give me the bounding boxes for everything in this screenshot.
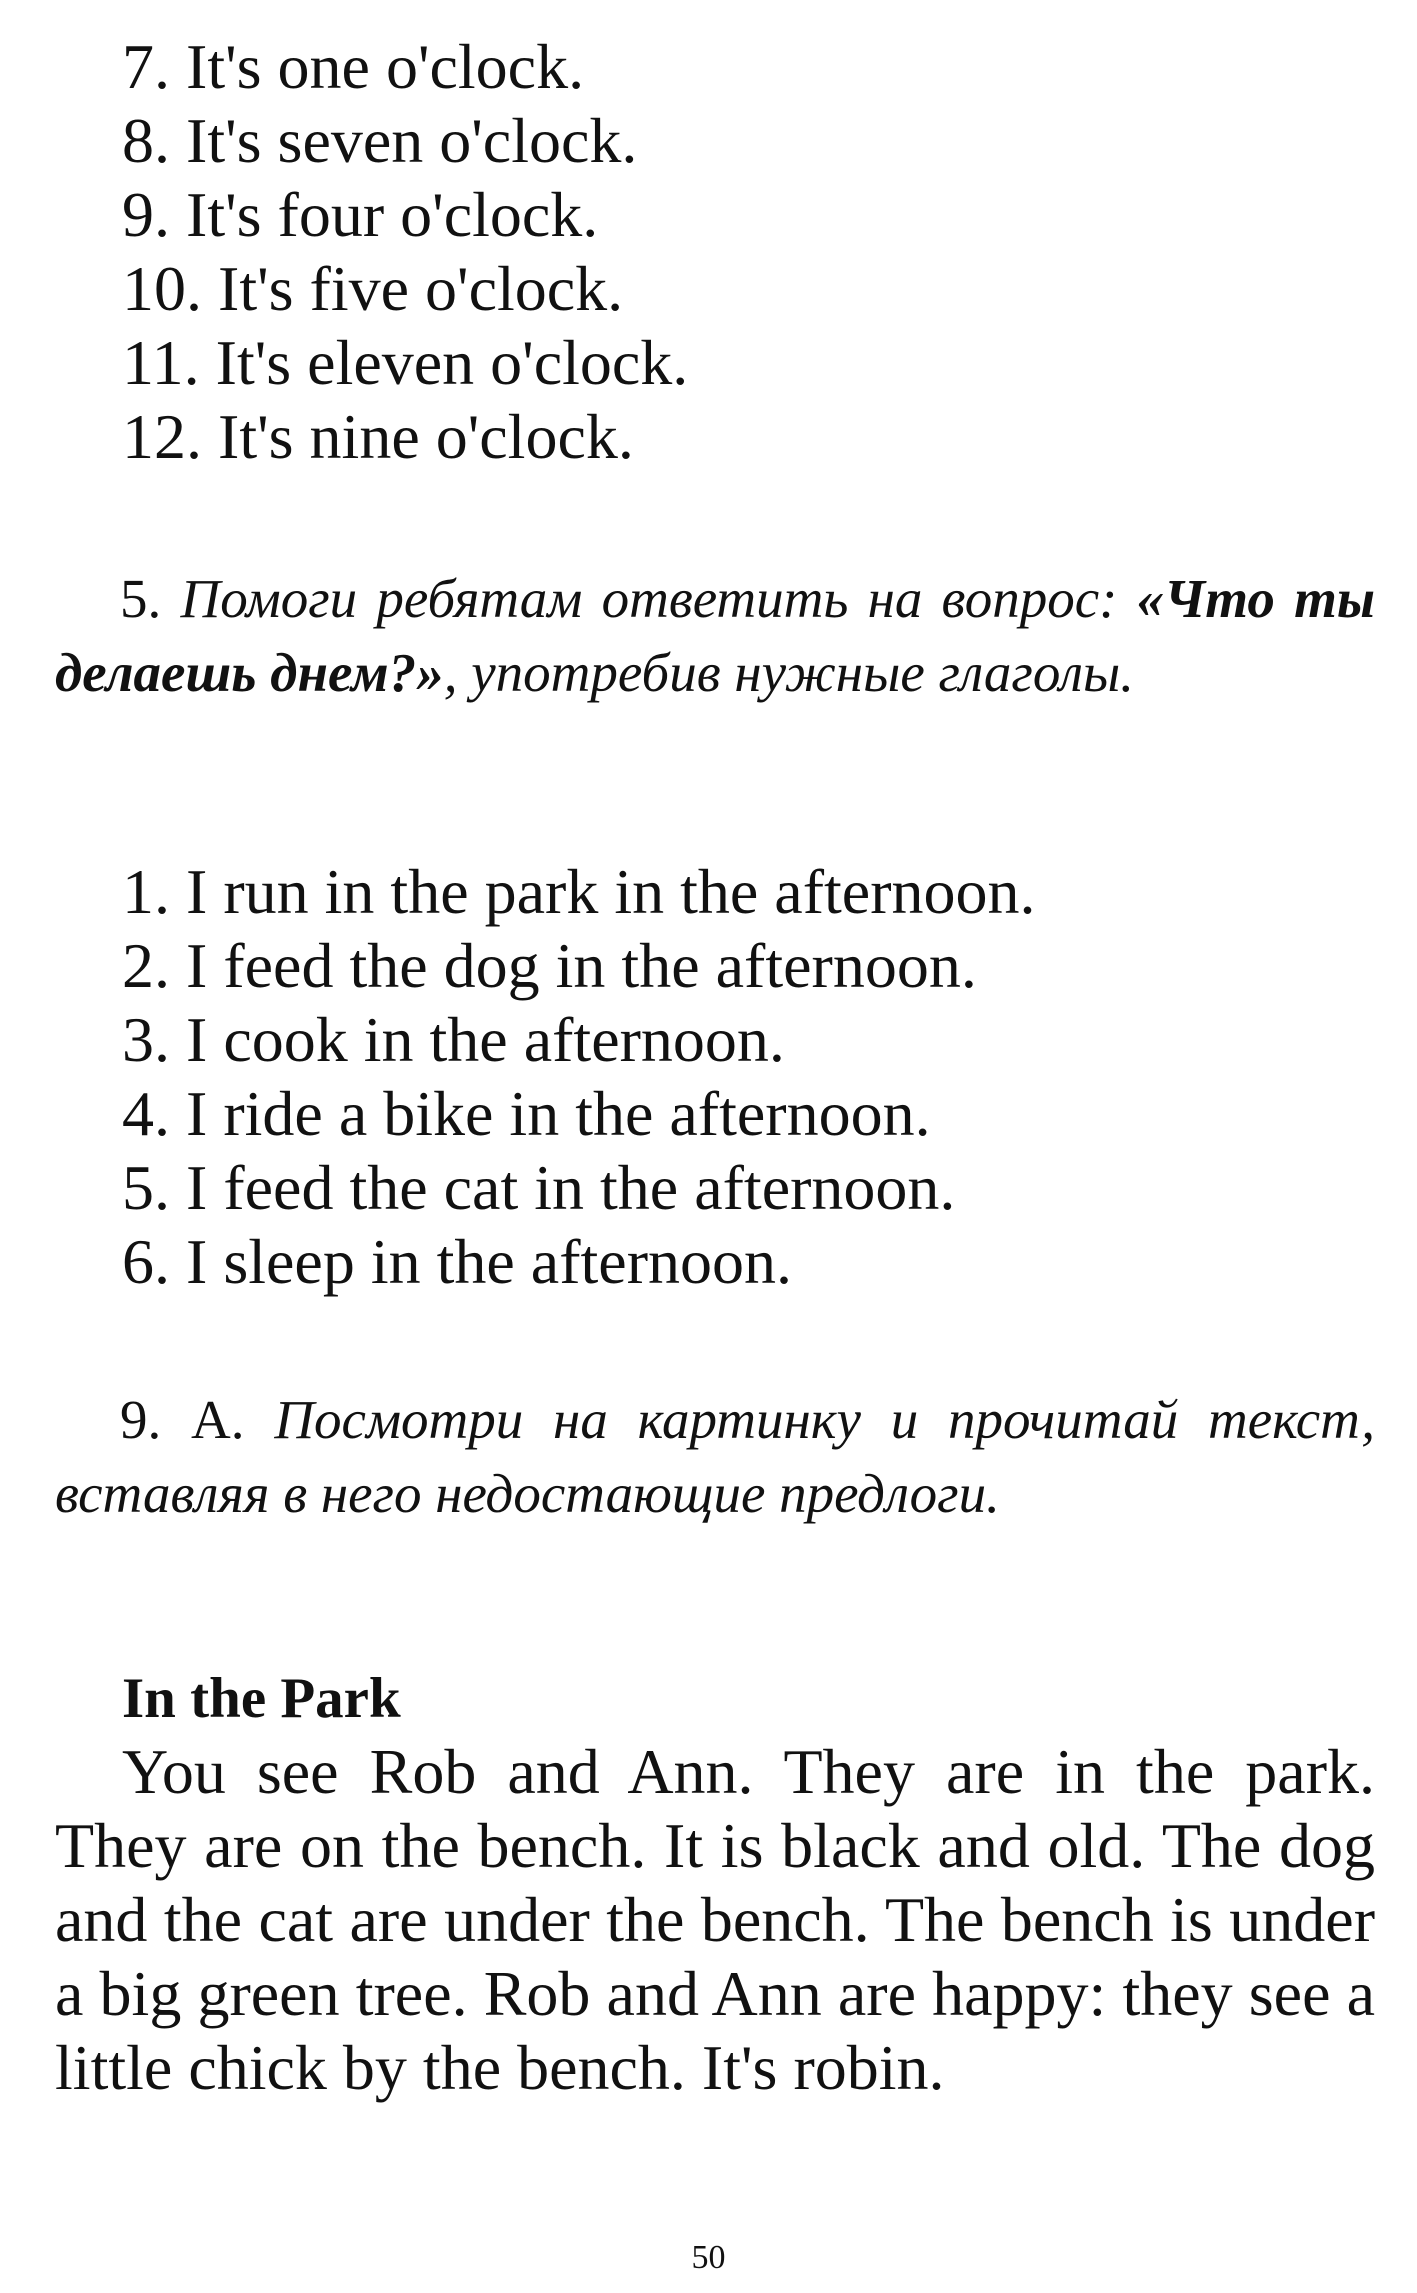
list-item: 8. It's seven o'clock. bbox=[122, 105, 638, 176]
task-instruction: Помоги ребятам ответить на вопрос: bbox=[180, 568, 1118, 629]
list-item: 1. I run in the park in the afternoon. bbox=[122, 856, 1036, 927]
list-item: 11. It's eleven o'clock. bbox=[122, 327, 689, 398]
task-9-instruction bbox=[55, 1383, 1375, 1531]
list-item: 4. I ride a bike in the afternoon. bbox=[122, 1078, 931, 1149]
task-question-quote: «Что ты делаешь днем?» bbox=[55, 568, 1376, 703]
task-5-instruction bbox=[55, 562, 1375, 710]
task-instruction-end: , употребив нужные глаголы. bbox=[443, 642, 1134, 703]
task-instruction: Посмотри на картинку и прочитай текст, вставляя в него недостающие предлоги. bbox=[55, 1389, 1375, 1524]
task-number: 9. А. bbox=[120, 1389, 245, 1450]
list-item: 6. I sleep in the afternoon. bbox=[122, 1226, 792, 1297]
list-item: 12. It's nine o'clock. bbox=[122, 401, 634, 472]
list-item: 5. I feed the cat in the afternoon. bbox=[122, 1152, 956, 1223]
afternoon-answer-list bbox=[122, 855, 1036, 1299]
list-item: 10. It's five o'clock. bbox=[122, 253, 624, 324]
list-item: 3. I cook in the afternoon. bbox=[122, 1004, 785, 1075]
list-item: 7. It's one o'clock. bbox=[122, 31, 585, 102]
page-number: 50 bbox=[691, 2239, 726, 2276]
story-text: You see Rob and Ann. They are in the park. They are on the bench. It is black and old. The dog and the cat are under the bench. The bench is under a big green tree. Rob and Ann are happy: they see a little chick by the bench. It's robin. bbox=[55, 1736, 1375, 2103]
list-item: 2. I feed the dog in the afternoon. bbox=[122, 930, 977, 1001]
task-number: 5. bbox=[120, 568, 162, 629]
clock-answer-list bbox=[122, 30, 688, 474]
story-title: In the Park bbox=[122, 1667, 401, 1730]
list-item: 9. It's four o'clock. bbox=[122, 179, 599, 250]
